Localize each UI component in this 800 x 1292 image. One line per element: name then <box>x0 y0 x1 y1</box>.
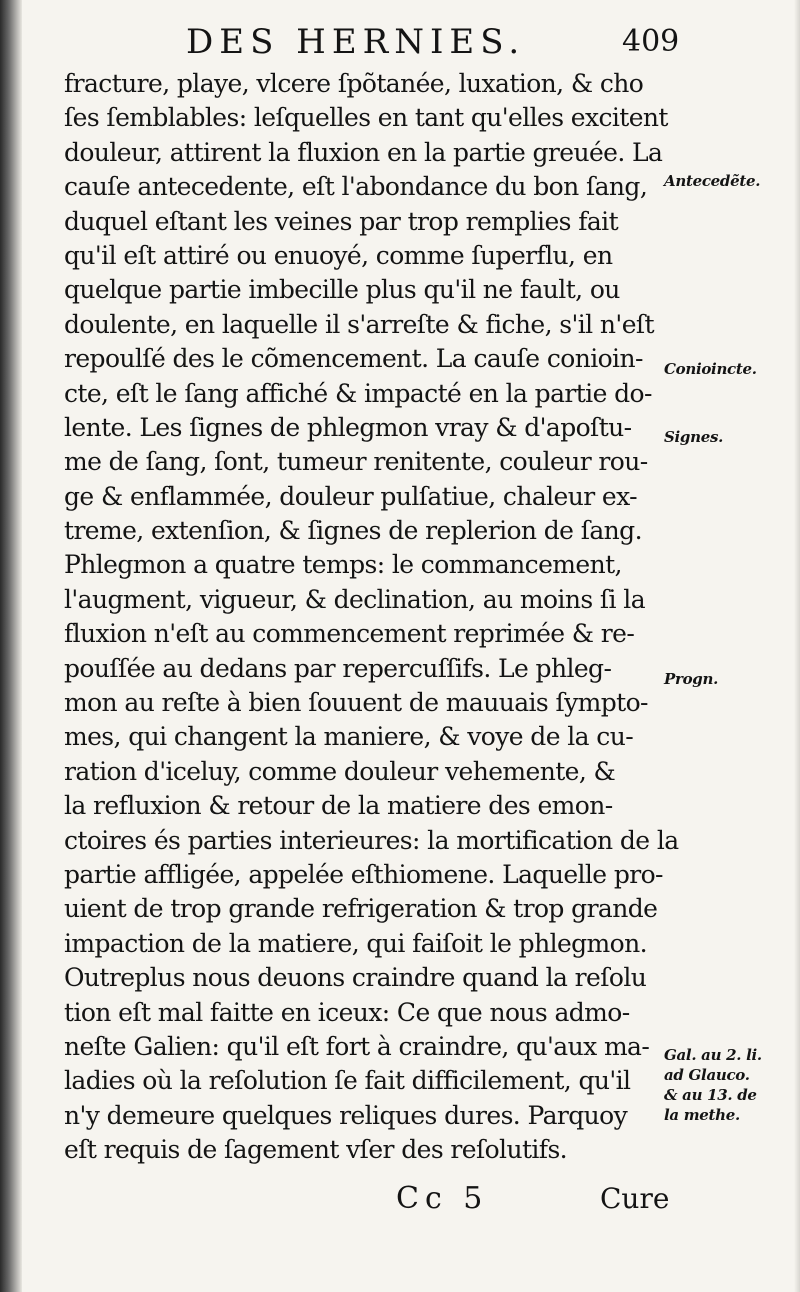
text-line: lente. Les ſignes de phlegmon vray & d'apoſtu- <box>64 412 632 442</box>
text-line: eſt requis de ſagement vſer des reſolutifs. <box>64 1135 568 1165</box>
gutter-shadow <box>0 0 22 1292</box>
text-line: qu'il eſt attiré ou enuoyé, comme ſuperflu, en <box>64 240 613 270</box>
text-line: la refluxion & retour de la matiere des emon- <box>64 791 613 821</box>
text-line: ge & enflammée, douleur pulſatiue, chaleur ex- <box>64 481 638 511</box>
text-line: mes, qui changent la maniere, & voye de la cu- <box>64 722 634 752</box>
main-text-block <box>64 67 679 1168</box>
text-line: ctoires és parties interieures: la mortification de la <box>64 825 679 855</box>
page-footer <box>0 1178 800 1218</box>
text-line: Phlegmon a quatre temps: le commancement, <box>64 550 622 580</box>
text-line: duquel eſtant les veines par trop remplies fait <box>64 206 619 236</box>
text-line: pouſſée au dedans par repercuſſifs. Le phleg- <box>64 653 612 683</box>
text-line: treme, extenſion, & ſignes de replerion de ſang. <box>64 516 642 546</box>
text-line: fracture, playe, vlcere ſpõtanée, luxation, & cho <box>64 69 644 98</box>
text-line: cauſe antecedente, eſt l'abondance du bon ſang, <box>64 172 648 202</box>
text-line: Outreplus nous deuons craindre quand la reſolu <box>64 963 647 993</box>
text-line: ladies où la reſolution ſe fait difficilement, qu'il <box>64 1066 631 1096</box>
margin-note-signes: Signes. <box>664 428 724 446</box>
margin-note-galien-ref-2: ad Glauco. <box>664 1066 750 1084</box>
signature-mark: Cc 5 <box>396 1181 489 1216</box>
page-header <box>0 14 800 60</box>
text-line: impaction de la matiere, qui faiſoit le phlegmon. <box>64 928 647 958</box>
text-line: uient de trop grande refrigeration & trop grande <box>64 894 658 924</box>
margin-note-galien-ref-3: & au 13. de <box>664 1086 757 1104</box>
page-number: 409 <box>622 24 680 59</box>
text-line: fluxion n'eſt au commencement reprimée & re- <box>64 619 635 649</box>
text-line: me de ſang, ſont, tumeur renitente, couleur rou- <box>64 447 648 477</box>
margin-note-galien-ref-1: Gal. au 2. li. <box>664 1046 762 1064</box>
text-line: neſte Galien: qu'il eſt fort à craindre, qu'aux ma- <box>64 1031 650 1061</box>
margin-note-galien-ref-4: la methe. <box>664 1106 740 1124</box>
text-line: mon au reſte à bien ſouuent de mauuais ſympto- <box>64 688 648 718</box>
text-line: n'y demeure quelques reliques dures. Parquoy <box>64 1100 628 1130</box>
text-line: partie affligée, appelée eſthiomene. Laquelle pro- <box>64 859 663 889</box>
margin-note-progn: Progn. <box>664 670 719 688</box>
page-edge <box>794 0 800 1292</box>
text-line: tion eſt mal faitte en iceux: Ce que nous admo- <box>64 997 630 1027</box>
text-line: ſes ſemblables: leſquelles en tant qu'elles excitent <box>64 103 668 133</box>
margin-note-conioincte: Conioincte. <box>664 360 757 378</box>
text-line: cte, eſt le ſang affiché & impacté en la partie do- <box>64 378 652 408</box>
running-title: DES HERNIES. <box>186 22 526 62</box>
text-line: repoulſé des le cõmencement. La cauſe conioin- <box>64 344 643 374</box>
text-line: quelque partie imbecille plus qu'il ne fault, ou <box>64 275 620 305</box>
text-line: ration d'iceluy, comme douleur vehemente, & <box>64 756 616 786</box>
catchword: Cure <box>600 1182 670 1215</box>
text-line: doulente, en laquelle il s'arreſte & fiche, s'il n'eſt <box>64 309 654 339</box>
margin-note-antecedente: Antecedẽte. <box>664 172 761 190</box>
text-line: l'augment, vigueur, & declination, au moins ſi la <box>64 584 646 614</box>
text-line: douleur, attirent la fluxion en la partie greuée. La <box>64 137 663 167</box>
